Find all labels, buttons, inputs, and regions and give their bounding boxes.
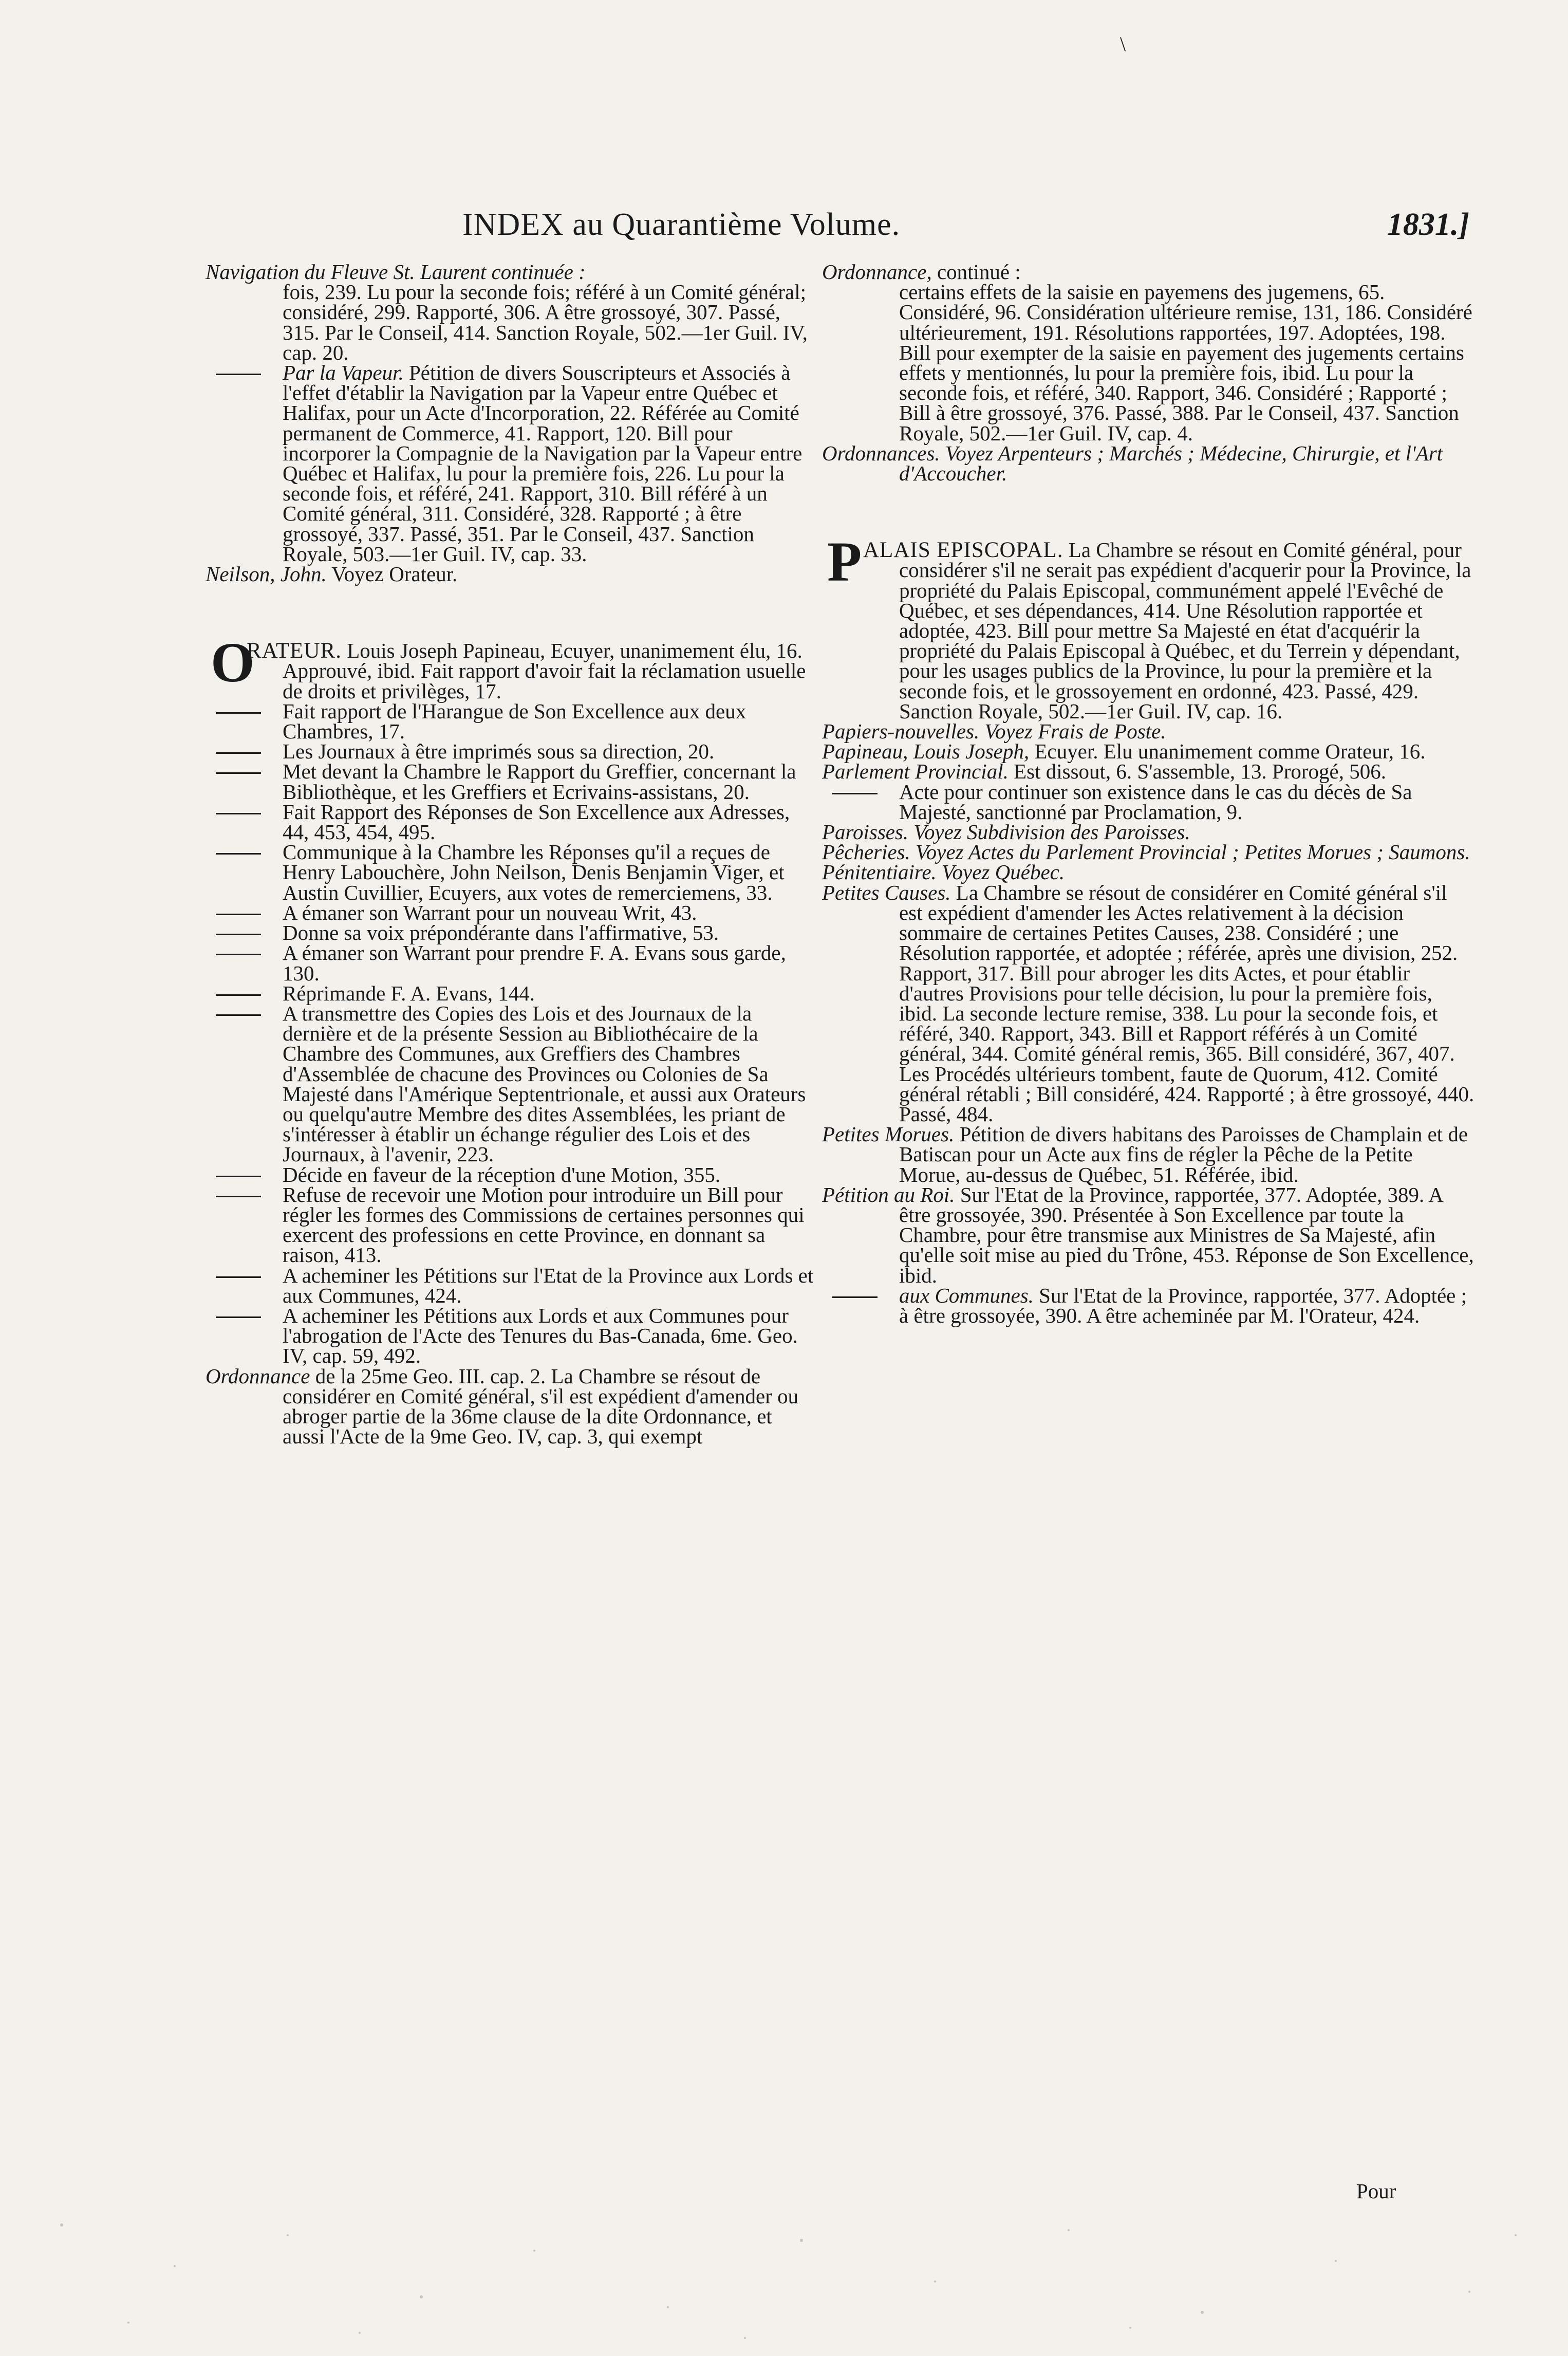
entry-heading: Papiers-nouvelles. (822, 719, 980, 744)
index-entry-paroisses (822, 822, 1474, 842)
entry-text: A acheminer les Pétitions sur l'Etat de la Province aux Lords et aux Communes, 424. (283, 1263, 814, 1307)
left-column (206, 260, 817, 1449)
orateur-subentry (206, 1303, 817, 1368)
entry-heading: Ordonnance, (822, 260, 932, 284)
entry-heading: Pénitentiaire. (822, 860, 937, 884)
entry-heading: Ordonnance (206, 1364, 310, 1388)
entry-heading: Paroisses. (822, 820, 909, 844)
index-entry-penitentiaire (822, 862, 1474, 882)
entry-text: Ecuyer. Elu unanimement comme Orateur, 16. (1034, 739, 1426, 764)
orateur-subentry (206, 802, 817, 842)
orateur-subentry (206, 842, 817, 903)
entry-text: Est dissout, 6. S'assemble, 13. Prorogé, 506. (1014, 759, 1386, 784)
entry-heading: Par la Vapeur. (283, 361, 404, 385)
entry-text: Sur l'Etat de la Province, rapportée, 377. Adoptée, 389. A être grossoyée, 390. Présentée à Son Excellence par toute la Chambre, pour être transmise aux Ministres de Sa Majesté, afin qu'elle soit mise au pied du Trône, 453. Réponse de Son Excellence, ibid. (899, 1182, 1474, 1287)
index-entry-papiers (822, 719, 1474, 744)
entry-text: Pétition de divers Souscripteurs et Associés à l'effet d'établir la Navigation par la Vapeur entre Québec et Halifax, pour un Acte d'Incorporation, 22. Référée au Comité permanent de Commerce, 41. Rapport, 120. Bill pour incorporer la Compagnie de la Navigation par la Vapeur entre Québec et Halifax, lu pour la première fois, 226. Lu pour la seconde fois, et référé, 241. Rapport, 310. Bill référé à un Comité général, 311. Considéré, 328. Rapporté ; à être grossoyé, 337. Passé, 351. Par le Conseil, 437. Sanction Royale, 503.—1er Guil. IV, cap. 33. (283, 361, 802, 566)
entry-text: Les Journaux à être imprimés sous sa direction, 20. (283, 739, 715, 764)
entry-heading: Pétition au Roi. (822, 1182, 955, 1207)
index-entry-parlement (822, 759, 1474, 784)
index-entry-navigation (206, 262, 817, 363)
drop-cap-letter: P (827, 530, 862, 593)
page-year: 1831.] (1387, 207, 1469, 242)
entry-text: de la 25me Geo. III. cap. 2. La Chambre se résout de considérer en Comité général, s'il est expédient d'amender ou abroger partie de la 36me clause de la dite Ordonnance, et aussi l'Acte de la 9me Geo. IV, cap. 3, qui exempt (283, 1364, 799, 1449)
entry-text: fois, 239. Lu pour la seconde fois; référé à un Comité général; considéré, 299. Rapporté, 306. A être grossoyé, 307. Passé, 315. Par le Conseil, 414. Sanction Royale, 502.—1er Guil. IV, cap. 20. (283, 280, 808, 364)
index-entry-petites-morues (822, 1124, 1474, 1185)
entry-heading: Ordonnances. (822, 441, 940, 465)
entry-text: Voyez Actes du Parlement Provincial ; Petites Morues ; Saumons. (916, 840, 1470, 864)
right-column (822, 262, 1474, 1326)
entry-text: Louis Joseph Papineau, Ecuyer, unanimement élu, 16. Approuvé, ibid. Fait rapport d'avoir fait la réclamation usuelle de droits et privilèges, 17. (283, 639, 806, 703)
orateur-subentry (206, 923, 817, 943)
entry-heading: ALAIS EPISCOPAL. (863, 538, 1063, 563)
catchword: Pour (1356, 2179, 1396, 2203)
entry-heading: Petites Causes. (822, 880, 951, 904)
orateur-subentry (206, 1001, 817, 1166)
index-entry-ordonnance-continued (822, 262, 1474, 443)
entry-text: Décide en faveur de la réception d'une Motion, 355. (283, 1162, 721, 1186)
entry-text: Communique à la Chambre les Réponses qu'il a reçues de Henry Labouchère, John Neilson, Denis Benjamin Viger, et Austin Cuvillier, Ecuyers, aux votes de remerciemens, 33. (283, 840, 785, 904)
orateur-subentry (206, 981, 817, 1005)
orateur-subentry (206, 1263, 817, 1307)
entry-text: Voyez Orateur. (331, 562, 458, 586)
entry-text: La Chambre se résout de considérer en Comité général s'il est expédient d'amender les Actes relativement à la décision sommaire de certaines Petites Causes, 238. Considéré ; une Résolution rapportée, et adoptée ; référée, après une division, 252. Rapport, 317. Bill pour abroger les dits Actes, et pour établir d'autres Provisions pour telle décision, lu pour la première fois, ibid. La seconde lecture remise, 338. Lu pour la seconde fois, et référé, 340. Rapport, 343. Bill et Rapport référés à un Comité général, 344. Comité général remis, 365. Bill considéré, 367, 407. Les Procédés ultérieurs tombent, faute de Quorum, 412. Comité général rétabli ; Bill considéré, 424. Rapporté ; à être grossoyé, 440. Passé, 484. (899, 880, 1474, 1126)
entry-heading: Papineau, Louis Joseph, (822, 739, 1030, 764)
page-header (206, 207, 1469, 253)
index-entry-pecheries (822, 842, 1474, 862)
entry-text: Réprimande F. A. Evans, 144. (283, 981, 535, 1005)
entry-heading: aux Communes. (899, 1283, 1034, 1307)
entry-heading: Petites Morues. (822, 1122, 955, 1146)
entry-text: Voyez Subdivision des Paroisses. (913, 820, 1190, 844)
orateur-subentry (206, 1182, 817, 1267)
running-title: INDEX au Quarantième Volume. (462, 207, 901, 242)
index-entry-ordonnances (822, 443, 1474, 484)
orateur-subentry (206, 943, 817, 983)
entry-text: A acheminer les Pétitions aux Lords et aux Communes pour l'abrogation de l'Acte des Tenures du Bas-Canada, 6me. Geo. IV, cap. 59, 492. (283, 1303, 798, 1368)
entry-heading: Parlement Provincial. (822, 759, 1009, 784)
entry-text: certains effets de la saisie en payemens des jugemens, 65. Considéré, 96. Considération ultérieure remise, 131, 186. Considéré ultérieurement, 191. Résolutions rapportées, 197. Adoptées, 198. Bill pour exempter de la saisie en payement des jugements certains effets y mentionnés, lu pour la première fois, ibid. Lu pour la seconde fois, et référé, 340. Rapport, 346. Considéré ; Rapporté ; Bill à être grossoyé, 376. Passé, 388. Par le Conseil, 437. Sanction Royale, 502.—1er Guil. IV, cap. 4. (899, 280, 1472, 445)
paper-speckle (0, 2204, 1568, 2353)
entry-text: Donne sa voix prépondérante dans l'affirmative, 53. (283, 921, 719, 945)
orateur-subentry (206, 1162, 817, 1186)
entry-text: A émaner son Warrant pour un nouveau Writ, 43. (283, 900, 697, 924)
index-entry-petition-au-roi (822, 1182, 1474, 1287)
entry-text: A transmettre des Copies des Lois et des Journaux de la dernière et de la présente Session au Bibliothécaire de la Chambre des Communes, aux Greffiers des Chambres d'Assemblée de chacune des Provinces ou Colonies de Sa Majesté dans l'Amérique Septentrionale, et aussi aux Orateurs ou quelqu'autre Membre des dites Assemblées, les priant de s'intéresser à établir un échange régulier des Lois et des Journaux, à l'avenir, 223. (283, 1001, 806, 1166)
entry-heading: Navigation du Fleuve St. Laurent continuée : (206, 260, 586, 284)
entry-text: Voyez Frais de Poste. (984, 719, 1166, 744)
index-entry-orateur (206, 631, 817, 703)
entry-heading: RATEUR. (247, 639, 342, 663)
entry-text: Voyez Québec. (942, 860, 1065, 884)
entry-text: Acte pour continuer son existence dans le cas du décès de Sa Majesté, sanctionné par Proclamation, 9. (899, 780, 1412, 824)
orateur-subentry (206, 900, 817, 924)
parlement-subentry (822, 782, 1474, 822)
index-entry-petites-causes (822, 880, 1474, 1126)
entry-text: Voyez Arpenteurs ; Marchés ; Médecine, Chirurgie, et l'Art d'Accoucher. (899, 441, 1443, 486)
entry-text: Sur l'Etat de la Province, rapportée, 377. Adoptée ; à être grossoyée, 390. A être acheminée par M. l'Orateur, 424. (899, 1283, 1467, 1327)
entry-heading: Neilson, John. (206, 562, 327, 586)
entry-text: La Chambre se résout en Comité général, pour considérer s'il ne serait pas expédient d'acquerir pour la Province, la propriété du Palais Episcopal, communément appelé l'Evêché de Québec, et ses dépendances, 414. Une Résolution rapportée et adoptée, 423. Bill pour mettre Sa Majesté en état d'acquérir la propriété du Palais Episcopal à Québec, et du Terrein y dépendant, pour les usages publics de la Province, lu pour la première et la seconde fois, et le grossoyement en ordonné, 423. Passé, 429. Sanction Royale, 502.—1er Guil. IV, cap. 16. (899, 538, 1471, 723)
orateur-subentry (206, 759, 817, 804)
petition-subentry-communes (822, 1283, 1474, 1327)
entry-text: Fait rapport de l'Harangue de Son Excellence aux deux Chambres, 17. (283, 699, 746, 744)
margin-mark: \ (1120, 32, 1126, 55)
entry-text: Pétition de divers habitans des Paroisses de Champlain et de Batiscan pour un Acte aux fins de régler la Pêche de la Petite Morue, au-dessus de Québec, 51. Référée, ibid. (899, 1122, 1468, 1186)
entry-heading: Pêcheries. (822, 840, 910, 864)
entry-text: Refuse de recevoir une Motion pour introduire un Bill pour régler les formes des Commissions de certaines personnes qui exercent des professions en cette Province, en donnant sa raison, 413. (283, 1182, 805, 1267)
index-subentry-vapeur (206, 363, 817, 564)
entry-text: Fait Rapport des Réponses de Son Excellence aux Adresses, 44, 453, 454, 495. (283, 800, 790, 844)
index-entry-ordonnance (206, 1366, 817, 1447)
entry-text: Met devant la Chambre le Rapport du Greffier, concernant la Bibliothèque, et les Greffiers et Ecrivains-assistans, 20. (283, 759, 796, 804)
index-entry-palais-episcopal (822, 530, 1474, 723)
index-entry-neilson (206, 564, 817, 584)
orateur-subentry (206, 699, 817, 744)
entry-label: continué : (937, 260, 1021, 284)
index-entry-papineau (822, 741, 1474, 762)
orateur-subentry (206, 741, 817, 762)
drop-cap-letter: O (211, 631, 255, 694)
entry-text: A émaner son Warrant pour prendre F. A. Evans sous garde, 130. (283, 941, 786, 985)
